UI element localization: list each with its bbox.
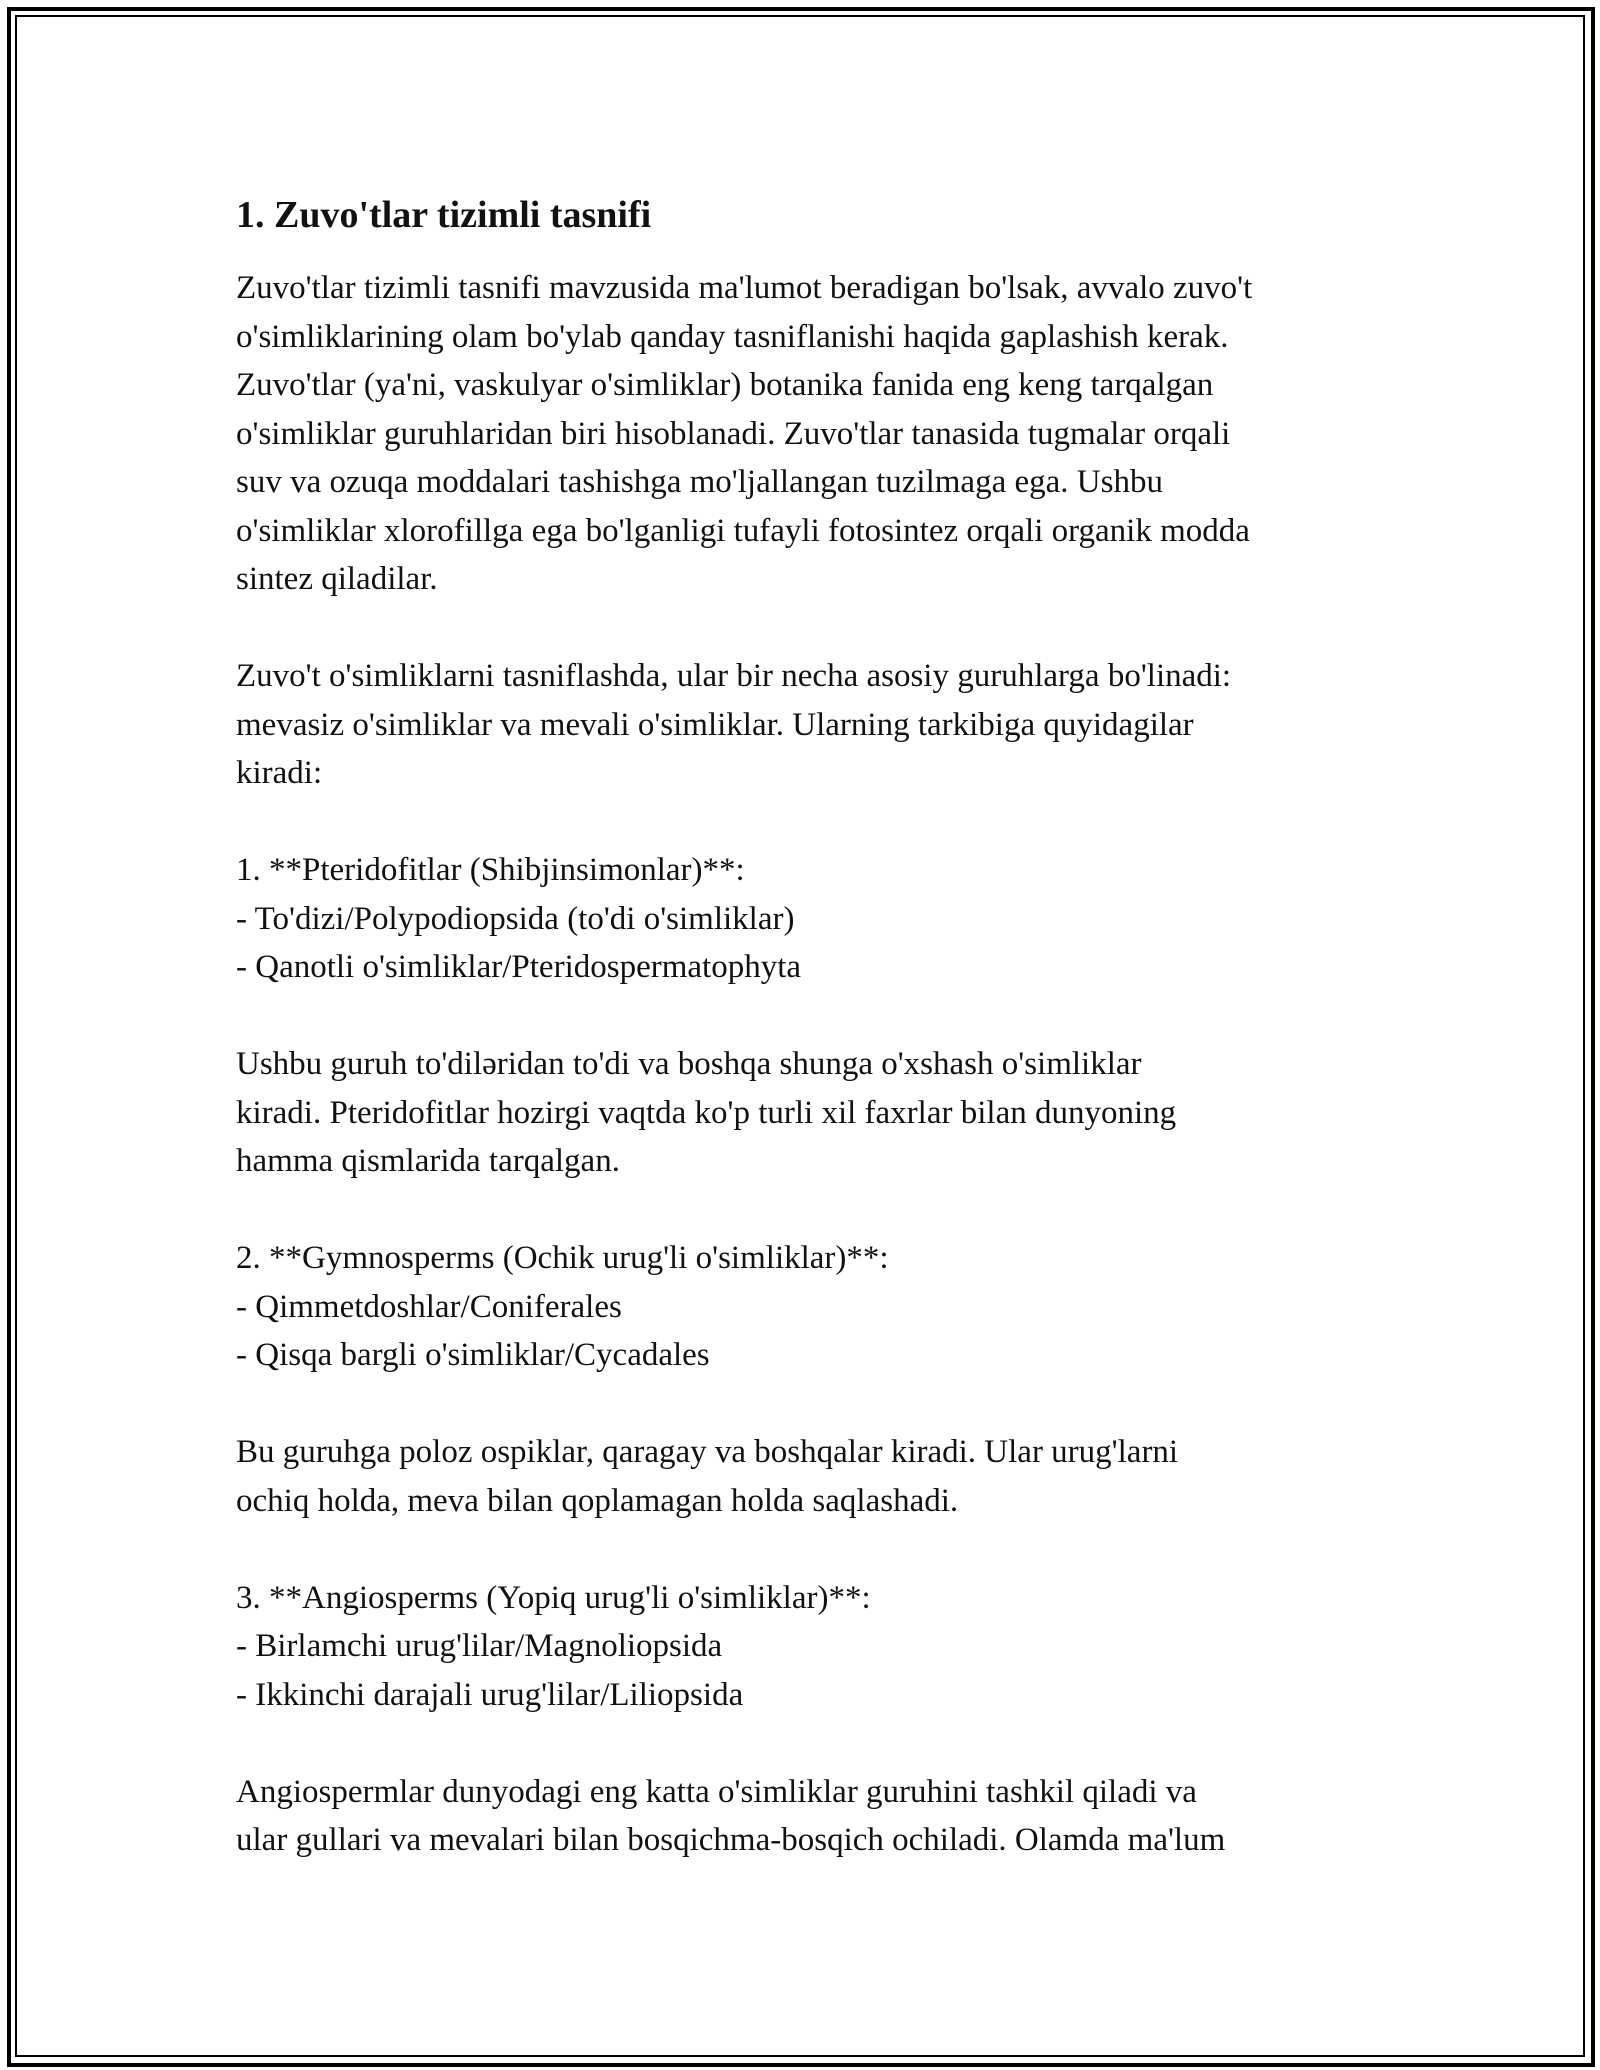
- paragraph-gymnosperms-desc: Bu guruhga poloz ospiklar, qaragay va boshqalar kiradi. Ular urug'larni ochiq holda, meva bilan qoplamagan holda saqlashadi.: [236, 1434, 1179, 1519]
- spacer: [236, 1380, 1376, 1429]
- spacer: [236, 1186, 1376, 1235]
- list-item-gymnosperms: 2. **Gymnosperms (Ochik urug'li o'simliklar)**: - Qimmetdoshlar/Coniferales - Qisqa bargli o'simliklar/Cycadales: [236, 1240, 889, 1373]
- spacer: [236, 244, 1376, 264]
- spacer: [236, 604, 1376, 653]
- spacer: [236, 798, 1376, 847]
- paragraph-pteridophytes-desc: Ushbu guruh to'diləridan to'di va boshqa shunga o'xshash o'simliklar kiradi. Pteridofitlar hozirgi vaqtda ko'p turli xil faxrlar bilan dunyoning hamma qismlarida tarqalgan.: [236, 1046, 1177, 1179]
- spacer: [236, 992, 1376, 1041]
- section-heading: 1. Zuvo'tlar tizimli tasnifi: [236, 194, 652, 236]
- list-item-pteridophytes: 1. **Pteridofitlar (Shibjinsimonlar)**: - To'dizi/Polypodiopsida (to'di o'simliklar) - Qanotli o'simliklar/Pteridospermatophyta: [236, 852, 802, 985]
- paragraph-intro: Zuvo'tlar tizimli tasnifi mavzusida ma'lumot beradigan bo'lsak, avvalo zuvo't o'simliklarining olam bo'ylab qanday tasniflanishi haqida gaplashish kerak. Zuvo'tlar (ya'ni, vaskulyar o'simliklar) botanika fanida eng keng tarqalgan o'simliklar guruhlaridan biri hisoblanadi. Zuvo'tlar tanasida tugmalar orqali suv va ozuqa moddalari tashishga mo'ljallangan tuzilmaga ega. Ushbu o'simliklar xlorofillga ega bo'lganligi tufayli fotosintez orqali organik modda sintez qiladilar.: [236, 270, 1253, 597]
- list-item-angiosperms: 3. **Angiosperms (Yopiq urug'li o'simliklar)**: - Birlamchi urug'lilar/Magnoliopsida - Ikkinchi darajali urug'lilar/Liliopsida: [236, 1579, 871, 1713]
- paragraph-angiosperms-desc: Angiospermlar dunyodagi eng katta o'simliklar guruhini tashkil qiladi va ular gullari va mevalari bilan bosqichma-bosqich ochiladi. Olamda ma'lum: [236, 1773, 1226, 1858]
- document-body: [236, 186, 1376, 1865]
- spacer: [236, 1719, 1376, 1768]
- paragraph-classification: Zuvo't o'simliklarni tasniflashda, ular bir necha asosiy guruhlarga bo'linadi: mevasiz o'simliklar va mevali o'simliklar. Ularning tarkibiga quyidagilar kiradi:: [236, 658, 1232, 791]
- spacer: [236, 1525, 1376, 1574]
